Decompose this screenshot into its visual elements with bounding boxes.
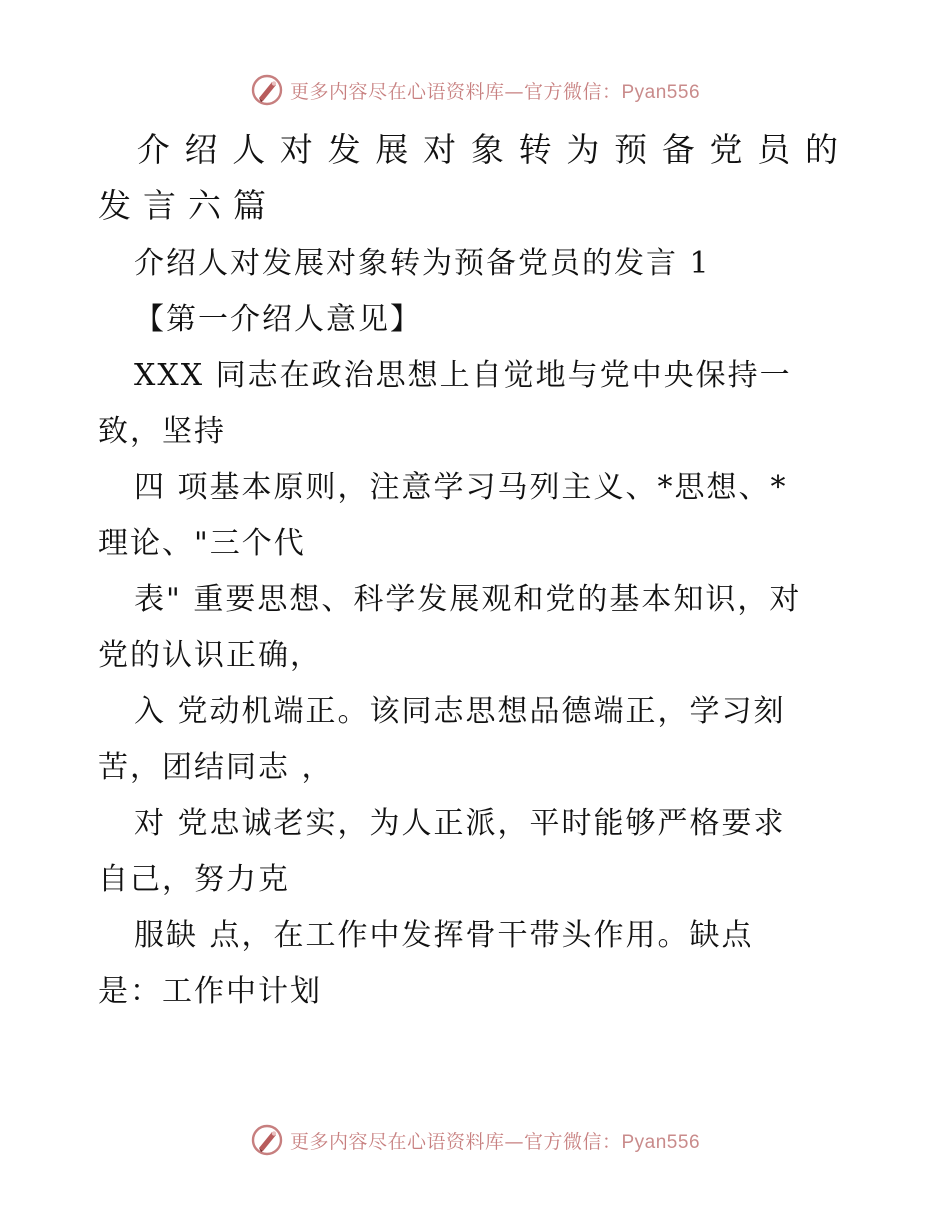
- paragraph-line: 党的认识正确，: [98, 638, 322, 673]
- document-title: 介绍人对发展对象转为预备党员的发言六篇: [98, 130, 850, 225]
- paragraph-line: 四 项基本原则，注意学习马列主义、*思想、*: [134, 470, 788, 505]
- watermark-text: 更多内容尽在心语资料库—官方微信：Pyan556: [289, 80, 701, 103]
- paragraph-line: 对 党忠诚老实，为人正派，平时能够严格要求: [134, 806, 786, 841]
- document-body: [98, 122, 850, 1020]
- pen-logo-icon: [250, 73, 284, 107]
- watermark-handle: Pyan556: [621, 1131, 701, 1153]
- pen-logo-icon: [250, 1123, 284, 1157]
- paragraph-line: 苦，团结同志 ，: [98, 750, 334, 785]
- paragraph-line: XXX 同志在政治思想上自觉地与党中央保持一: [134, 358, 792, 393]
- section-label: 【第一介绍人意见】: [134, 302, 422, 337]
- watermark-text: 更多内容尽在心语资料库—官方微信：Pyan556: [289, 1130, 701, 1153]
- paragraph-line: 是：工作中计划: [98, 974, 322, 1009]
- footer-watermark: [0, 1122, 950, 1158]
- header-watermark: [0, 72, 950, 108]
- section-heading: 介绍人对发展对象转为预备党员的发言 1: [134, 246, 711, 281]
- paragraph-line: 自己，努力克: [98, 862, 290, 897]
- watermark-handle: Pyan556: [621, 81, 701, 103]
- paragraph-line: 服缺 点，在工作中发挥骨干带头作用。缺点: [134, 918, 754, 953]
- paragraph-line: 表" 重要思想、科学发展观和党的基本知识，对: [134, 582, 802, 617]
- paragraph-line: 致，坚持: [98, 414, 226, 449]
- paragraph-line: 入 党动机端正。该同志思想品德端正，学习刻: [134, 694, 786, 729]
- paragraph-line: 理论、"三个代: [98, 526, 306, 561]
